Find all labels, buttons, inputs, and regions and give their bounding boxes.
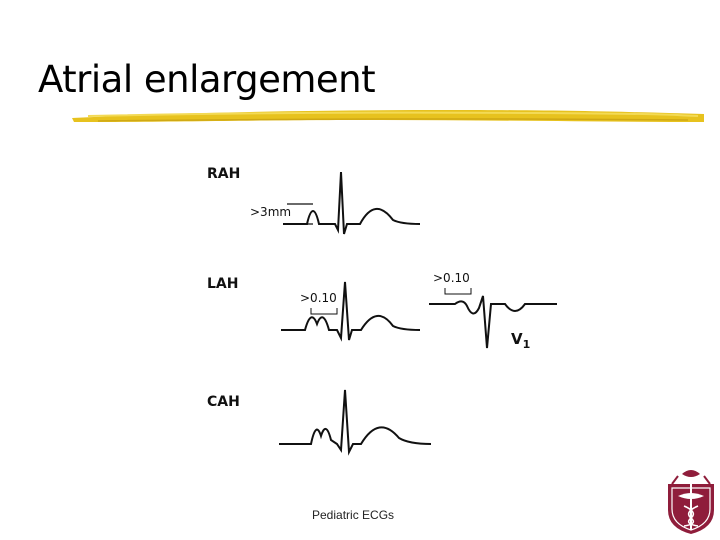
v1-waveform [429, 296, 557, 348]
cah-label: CAH [207, 394, 240, 410]
lah-label: LAH [207, 276, 239, 292]
lah-annotation-1: >0.10 [300, 291, 337, 305]
v1-label: $V_1$ [511, 330, 531, 351]
lah-bracket-2 [445, 288, 471, 294]
slide-footer: Pediatric ECGs [312, 508, 395, 522]
slide-title: Atrial enlargement [38, 58, 376, 101]
lah-bracket-1 [311, 308, 337, 314]
caduceus-shield-icon [664, 466, 718, 536]
title-brush-underline [68, 104, 708, 128]
rah-annotation: >3mm [250, 205, 292, 219]
cah-waveform [279, 390, 431, 452]
rah-label: RAH [207, 166, 241, 182]
lah-annotation-2: >0.10 [433, 271, 470, 285]
ecg-figure [195, 158, 565, 458]
rah-waveform [283, 172, 420, 234]
